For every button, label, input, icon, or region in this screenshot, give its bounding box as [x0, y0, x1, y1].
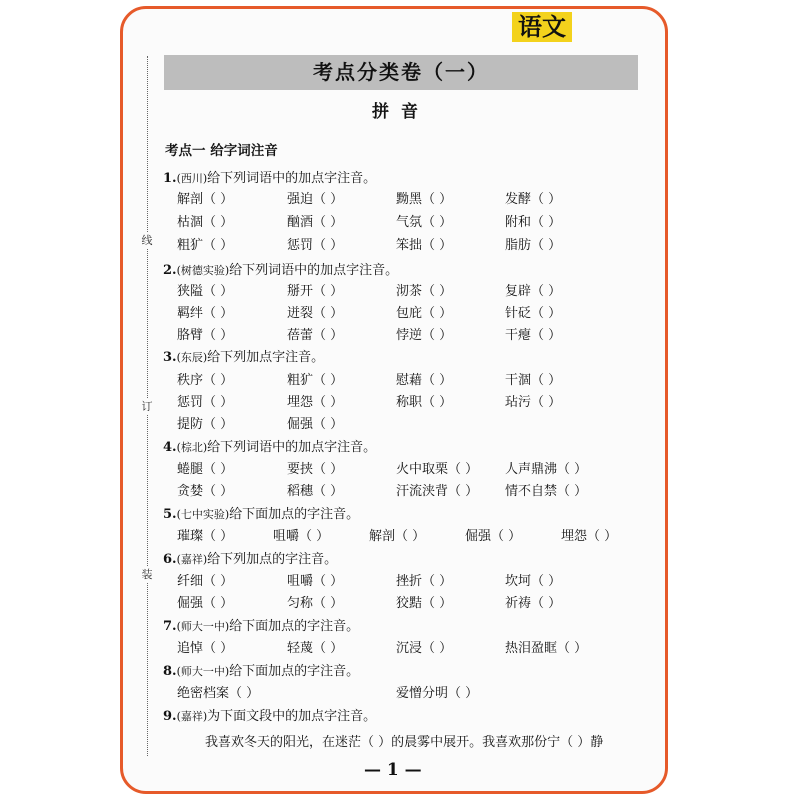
- page-title: 考点分类卷（一）: [164, 55, 638, 90]
- word-item: 粗犷（ ）: [177, 238, 234, 253]
- word-item: 人声鼎沸（ ）: [505, 462, 588, 477]
- word-item: 汗流浃背（ ）: [396, 484, 479, 499]
- word-item: 惩罚（ ）: [287, 238, 344, 253]
- word-item: 匀称（ ）: [287, 596, 344, 611]
- word-item: 祈祷（ ）: [505, 596, 562, 611]
- word-item: 蓓蕾（ ）: [287, 328, 344, 343]
- word-item: 粗犷（ ）: [287, 373, 344, 388]
- word-item: 脂肪（ ）: [505, 238, 562, 253]
- word-item: 爱憎分明（ ）: [396, 686, 479, 701]
- word-item: 热泪盈眶（ ）: [505, 641, 588, 656]
- word-item: 倔强（ ）: [465, 529, 522, 544]
- word-item: 干涸（ ）: [505, 373, 562, 388]
- word-item: 悖逆（ ）: [396, 328, 453, 343]
- word-item: 沉浸（ ）: [396, 641, 453, 656]
- word-item: 羁绊（ ）: [177, 306, 234, 321]
- word-item: 倔强（ ）: [177, 596, 234, 611]
- question-header: 7.(师大一中)给下面加点的字注音。: [163, 619, 360, 634]
- word-item: 狭隘（ ）: [177, 284, 234, 299]
- word-item: 情不自禁（ ）: [505, 484, 588, 499]
- question-header: 3.(东辰)给下列加点字注音。: [163, 350, 325, 365]
- word-item: 蜷腿（ ）: [177, 462, 234, 477]
- word-item: 火中取栗（ ）: [396, 462, 479, 477]
- word-item: 埋怨（ ）: [561, 529, 618, 544]
- word-item: 附和（ ）: [505, 215, 562, 230]
- word-item: 强迫（ ）: [287, 192, 344, 207]
- word-item: 玷污（ ）: [505, 395, 562, 410]
- word-item: 挫折（ ）: [396, 574, 453, 589]
- question-header: 6.(嘉祥)给下列加点的字注音。: [163, 552, 338, 567]
- word-item: 称职（ ）: [396, 395, 453, 410]
- subject-badge: 语文: [512, 12, 572, 42]
- word-item: 笨拙（ ）: [396, 238, 453, 253]
- question-header: 5.(七中实验)给下面加点的字注音。: [163, 507, 360, 522]
- word-item: 坎坷（ ）: [505, 574, 562, 589]
- word-item: 解剖（ ）: [369, 529, 426, 544]
- word-item: 枯涸（ ）: [177, 215, 234, 230]
- word-item: 要挟（ ）: [287, 462, 344, 477]
- word-item: 包庇（ ）: [396, 306, 453, 321]
- word-item: 绝密档案（ ）: [177, 686, 260, 701]
- word-item: 胳臂（ ）: [177, 328, 234, 343]
- word-item: 稻穗（ ）: [287, 484, 344, 499]
- word-item: 璀璨（ ）: [177, 529, 234, 544]
- question-header: 4.(棕北)给下列词语中的加点字注音。: [163, 440, 377, 455]
- word-item: 解剖（ ）: [177, 192, 234, 207]
- word-item: 狡黠（ ）: [396, 596, 453, 611]
- word-item: 干瘪（ ）: [505, 328, 562, 343]
- word-item: 倔强（ ）: [287, 417, 344, 432]
- word-item: 追悼（ ）: [177, 641, 234, 656]
- word-item: 提防（ ）: [177, 417, 234, 432]
- word-item: 酗酒（ ）: [287, 215, 344, 230]
- word-item: 慰藉（ ）: [396, 373, 453, 388]
- word-item: 贪婪（ ）: [177, 484, 234, 499]
- binding-char: 装: [138, 566, 156, 582]
- question-header: 9.(嘉祥)为下面文段中的加点字注音。: [163, 709, 377, 724]
- word-item: 气氛（ ）: [396, 215, 453, 230]
- word-item: 咀嚼（ ）: [287, 574, 344, 589]
- word-item: 黝黑（ ）: [396, 192, 453, 207]
- word-item: 针砭（ ）: [505, 306, 562, 321]
- word-item: 咀嚼（ ）: [273, 529, 330, 544]
- section-heading: 考点一 给字词注音: [165, 143, 278, 159]
- question-header: 2.(树德实验)给下列词语中的加点字注音。: [163, 263, 399, 278]
- passage-text: 我喜欢冬天的阳光，在迷茫（ ）的晨雾中展开。我喜欢那份宁（ ）静: [205, 735, 604, 750]
- word-item: 迸裂（ ）: [287, 306, 344, 321]
- word-item: 轻蔑（ ）: [287, 641, 344, 656]
- page-subtitle: 拼音: [372, 102, 430, 122]
- word-item: 掰开（ ）: [287, 284, 344, 299]
- page-number: — 1 —: [364, 760, 422, 780]
- word-item: 发酵（ ）: [505, 192, 562, 207]
- word-item: 沏茶（ ）: [396, 284, 453, 299]
- word-item: 复辟（ ）: [505, 284, 562, 299]
- binding-char: 订: [138, 398, 156, 414]
- binding-char: 线: [138, 232, 156, 248]
- question-header: 1.(西川)给下列词语中的加点字注音。: [163, 171, 377, 186]
- word-item: 秩序（ ）: [177, 373, 234, 388]
- question-header: 8.(师大一中)给下面加点的字注音。: [163, 664, 360, 679]
- word-item: 惩罚（ ）: [177, 395, 234, 410]
- word-item: 纤细（ ）: [177, 574, 234, 589]
- word-item: 埋怨（ ）: [287, 395, 344, 410]
